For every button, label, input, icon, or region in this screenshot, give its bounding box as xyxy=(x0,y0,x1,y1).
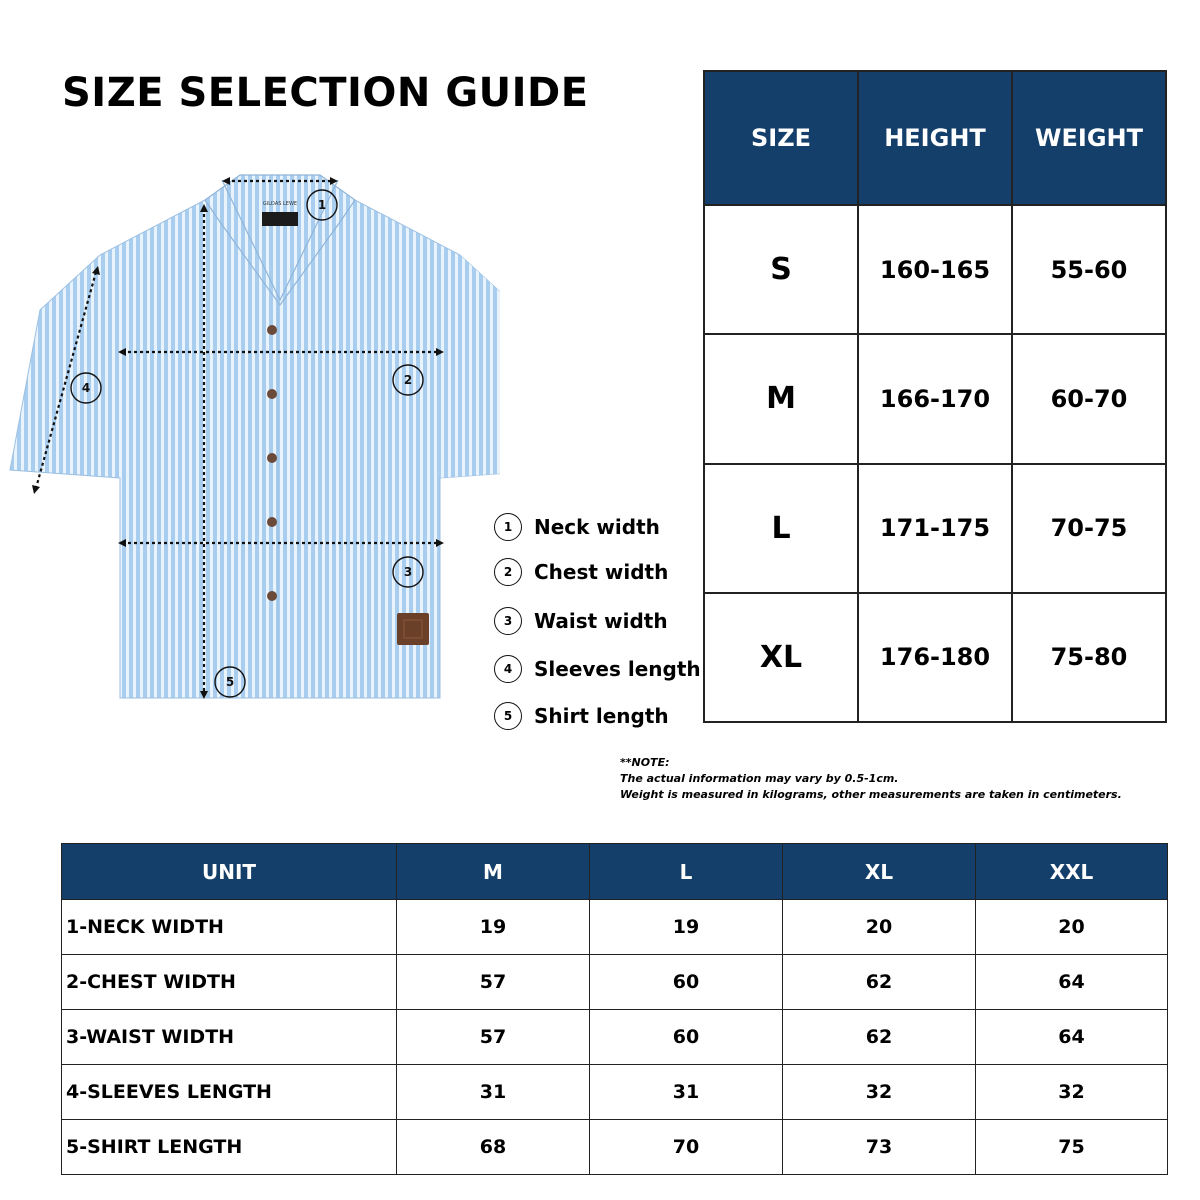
value-cell: 57 xyxy=(397,1010,590,1065)
legend-item xyxy=(494,701,669,731)
legend-number: 2 xyxy=(494,558,522,586)
value-cell: 68 xyxy=(397,1120,590,1175)
note-line: Weight is measured in kilograms, other measurements are taken in centimeters. xyxy=(620,788,1122,801)
note xyxy=(620,755,1122,803)
legend-label: Waist width xyxy=(534,609,668,633)
value-cell: 19 xyxy=(590,900,783,955)
size-row xyxy=(704,464,1166,593)
size-xxl-header: XXL xyxy=(976,844,1168,900)
value-cell: 31 xyxy=(590,1065,783,1120)
value-cell: 60 xyxy=(590,955,783,1010)
marker-2-label: 2 xyxy=(403,373,413,387)
table-row xyxy=(62,1010,1168,1065)
neck-label xyxy=(262,212,298,226)
table-row xyxy=(62,955,1168,1010)
legend-item xyxy=(494,512,660,542)
legend-item xyxy=(494,606,668,636)
legend-number: 3 xyxy=(494,607,522,635)
value-cell: 70 xyxy=(590,1120,783,1175)
marker-1-label: 1 xyxy=(317,198,327,212)
size-table-header-row xyxy=(704,71,1166,205)
weight-cell: 60-70 xyxy=(1012,334,1166,463)
size-cell: M xyxy=(704,334,858,463)
height-cell: 166-170 xyxy=(858,334,1012,463)
brand-tag: GILDAS LEWE xyxy=(262,201,298,207)
value-cell: 19 xyxy=(397,900,590,955)
value-cell: 75 xyxy=(976,1120,1168,1175)
marker-5-label: 5 xyxy=(225,675,235,689)
height-cell: 171-175 xyxy=(858,464,1012,593)
value-cell: 62 xyxy=(783,1010,976,1065)
page-title: SIZE SELECTION GUIDE xyxy=(62,70,589,116)
legend-label: Shirt length xyxy=(534,704,669,728)
table-row xyxy=(62,1065,1168,1120)
height-cell: 160-165 xyxy=(858,205,1012,334)
unit-cell: 5-SHIRT LENGTH xyxy=(62,1120,397,1175)
value-cell: 62 xyxy=(783,955,976,1010)
weight-header: WEIGHT xyxy=(1012,71,1166,205)
size-l-header: L xyxy=(590,844,783,900)
unit-cell: 3-WAIST WIDTH xyxy=(62,1010,397,1065)
size-xl-header: XL xyxy=(783,844,976,900)
value-cell: 32 xyxy=(783,1065,976,1120)
height-cell: 176-180 xyxy=(858,593,1012,722)
legend-number: 1 xyxy=(494,513,522,541)
value-cell: 31 xyxy=(397,1065,590,1120)
measurements-header-row xyxy=(62,844,1168,900)
unit-cell: 2-CHEST WIDTH xyxy=(62,955,397,1010)
size-row xyxy=(704,205,1166,334)
height-header: HEIGHT xyxy=(858,71,1012,205)
weight-cell: 55-60 xyxy=(1012,205,1166,334)
value-cell: 57 xyxy=(397,955,590,1010)
table-row xyxy=(62,900,1168,955)
legend-number: 4 xyxy=(494,655,522,683)
value-cell: 32 xyxy=(976,1065,1168,1120)
value-cell: 64 xyxy=(976,1010,1168,1065)
unit-cell: 4-SLEEVES LENGTH xyxy=(62,1065,397,1120)
legend-item xyxy=(494,654,701,684)
marker-3-label: 3 xyxy=(403,565,413,579)
value-cell: 73 xyxy=(783,1120,976,1175)
note-heading: **NOTE: xyxy=(620,756,670,769)
value-cell: 20 xyxy=(783,900,976,955)
legend-number: 5 xyxy=(494,702,522,730)
legend-item xyxy=(494,557,668,587)
table-row xyxy=(62,1120,1168,1175)
weight-cell: 75-80 xyxy=(1012,593,1166,722)
size-row xyxy=(704,593,1166,722)
size-cell: S xyxy=(704,205,858,334)
marker-4-label: 4 xyxy=(81,381,91,395)
unit-cell: 1-NECK WIDTH xyxy=(62,900,397,955)
size-cell: XL xyxy=(704,593,858,722)
size-m-header: M xyxy=(397,844,590,900)
shirt-diagram xyxy=(0,160,500,720)
size-cell: L xyxy=(704,464,858,593)
value-cell: 64 xyxy=(976,955,1168,1010)
leather-patch xyxy=(397,613,429,645)
weight-cell: 70-75 xyxy=(1012,464,1166,593)
size-row xyxy=(704,334,1166,463)
legend-label: Neck width xyxy=(534,515,660,539)
size-header: SIZE xyxy=(704,71,858,205)
size-table xyxy=(703,70,1167,723)
value-cell: 20 xyxy=(976,900,1168,955)
legend-label: Chest width xyxy=(534,560,669,584)
shirt-illustration xyxy=(0,160,500,720)
measurements-table xyxy=(61,843,1168,1175)
unit-header: UNIT xyxy=(62,844,397,900)
value-cell: 60 xyxy=(590,1010,783,1065)
note-line: The actual information may vary by 0.5-1cm. xyxy=(620,772,899,785)
legend-label: Sleeves length xyxy=(534,657,701,681)
